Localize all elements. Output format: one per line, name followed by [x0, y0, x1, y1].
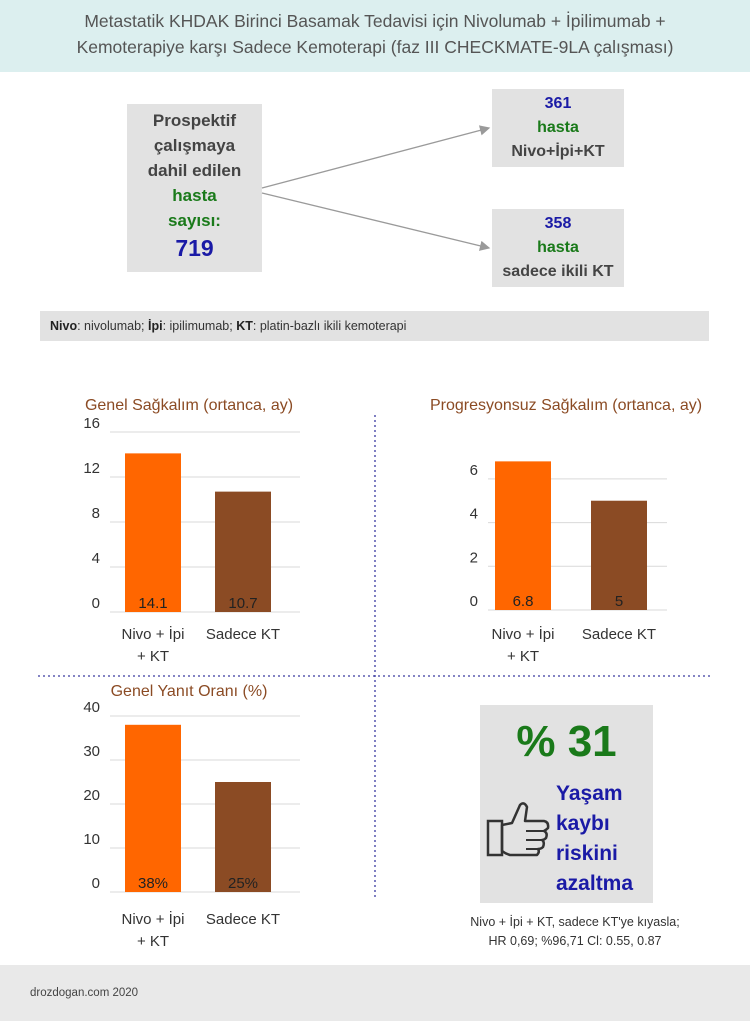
- footer-credit: drozdogan.com 2020: [30, 987, 139, 999]
- note-line-1: Nivo + İpi + KT, sadece KT'ye kıyasla;: [470, 915, 680, 929]
- flow-arrows: [0, 0, 750, 320]
- y-tick-label: 0: [469, 593, 478, 610]
- arm2-box: [492, 209, 624, 287]
- legend-def: : platin-bazlı ikili kemoterapi: [252, 319, 407, 333]
- data-label: 5: [614, 593, 624, 610]
- legend-abbr: Nivo: [50, 319, 78, 333]
- chart-title: Progresyonsuz Sağkalım (ortanca, ay): [429, 397, 703, 414]
- thumbs-up-icon: [486, 799, 552, 861]
- study-text: Prospektif: [152, 111, 237, 130]
- category-label: Nivo + İpi: [491, 626, 555, 643]
- y-tick-label: 4: [469, 505, 478, 523]
- bar: [495, 461, 551, 610]
- legend-def: : nivolumab;: [77, 319, 148, 333]
- study-text: sayısı:: [168, 211, 221, 230]
- y-tick-label: 6: [469, 461, 478, 479]
- y-tick-label: 12: [83, 460, 100, 477]
- arm1-word: hasta: [537, 119, 579, 136]
- arm2-word: hasta: [537, 239, 579, 256]
- category-label: Nivo + İpi: [121, 626, 185, 643]
- y-tick-label: 16: [83, 415, 100, 432]
- data-label: 25%: [227, 875, 259, 892]
- y-tick-label: 4: [91, 550, 100, 567]
- category-label: + KT: [506, 648, 540, 665]
- category-label: Sadece KT: [581, 626, 657, 643]
- risk-text-line: Yaşam: [556, 782, 623, 805]
- legend-abbr: KT: [236, 319, 253, 333]
- data-label: 14.1: [138, 595, 168, 612]
- y-tick-label: 8: [91, 505, 100, 522]
- arrow-to-arm2: [262, 193, 489, 248]
- chart-title: Genel Sağkalım (ortanca, ay): [84, 397, 294, 414]
- category-label: Sadece KT: [205, 911, 281, 928]
- y-tick-label: 0: [91, 875, 100, 892]
- arm2-count: 358: [544, 215, 572, 232]
- y-tick-label: 30: [83, 743, 100, 760]
- category-label: Nivo + İpi: [121, 911, 185, 928]
- risk-text-line: azaltma: [556, 872, 634, 895]
- patient-count: 719: [175, 235, 214, 261]
- bar: [125, 453, 181, 612]
- risk-reduction-text: [556, 779, 633, 899]
- bar: [125, 725, 181, 892]
- arm1-count: 361: [544, 95, 572, 112]
- chart-title: Genel Yanıt Oranı (%): [110, 683, 268, 700]
- legend-def: : ipilimumab;: [162, 319, 237, 333]
- study-text: hasta: [172, 186, 217, 205]
- data-label: 10.7: [228, 595, 258, 612]
- category-label: + KT: [136, 648, 170, 665]
- category-label: + KT: [136, 933, 170, 950]
- legend-abbr: İpi: [147, 319, 163, 333]
- abbreviation-legend: [40, 311, 709, 341]
- arm1-box: [492, 89, 624, 167]
- title-line-2: Kemoterapiye karşı Sadece Kemoterapi (faz III CHECKMATE-9LA çalışması): [76, 37, 674, 57]
- y-tick-label: 40: [83, 699, 100, 716]
- hazard-ratio-note: [430, 913, 720, 951]
- note-line-2: HR 0,69; %96,71 Cl: 0.55, 0.87: [488, 934, 662, 948]
- risk-reduction-box: [480, 705, 653, 903]
- category-label: Sadece KT: [205, 626, 281, 643]
- y-tick-label: 10: [83, 831, 100, 848]
- data-label: 38%: [137, 875, 169, 892]
- risk-reduction-value: % 31: [516, 717, 617, 766]
- y-tick-label: 0: [91, 595, 100, 612]
- bar: [215, 492, 271, 612]
- arm2-label: sadece ikili KT: [502, 263, 614, 280]
- title-line-1: Metastatik KHDAK Birinci Basamak Tedavisi için Nivolumab + İpilimumab +: [84, 11, 666, 31]
- risk-text-line: kaybı: [556, 812, 610, 835]
- y-tick-label: 20: [83, 787, 100, 804]
- y-tick-label: 2: [469, 549, 478, 567]
- data-label: 6.8: [512, 593, 534, 610]
- risk-text-line: riskini: [556, 842, 618, 865]
- arrow-to-arm1: [262, 128, 489, 188]
- arm1-label: Nivo+İpi+KT: [511, 143, 605, 160]
- study-text: çalışmaya: [153, 136, 236, 155]
- footer: [0, 965, 750, 1021]
- study-text: dahil edilen: [147, 161, 242, 180]
